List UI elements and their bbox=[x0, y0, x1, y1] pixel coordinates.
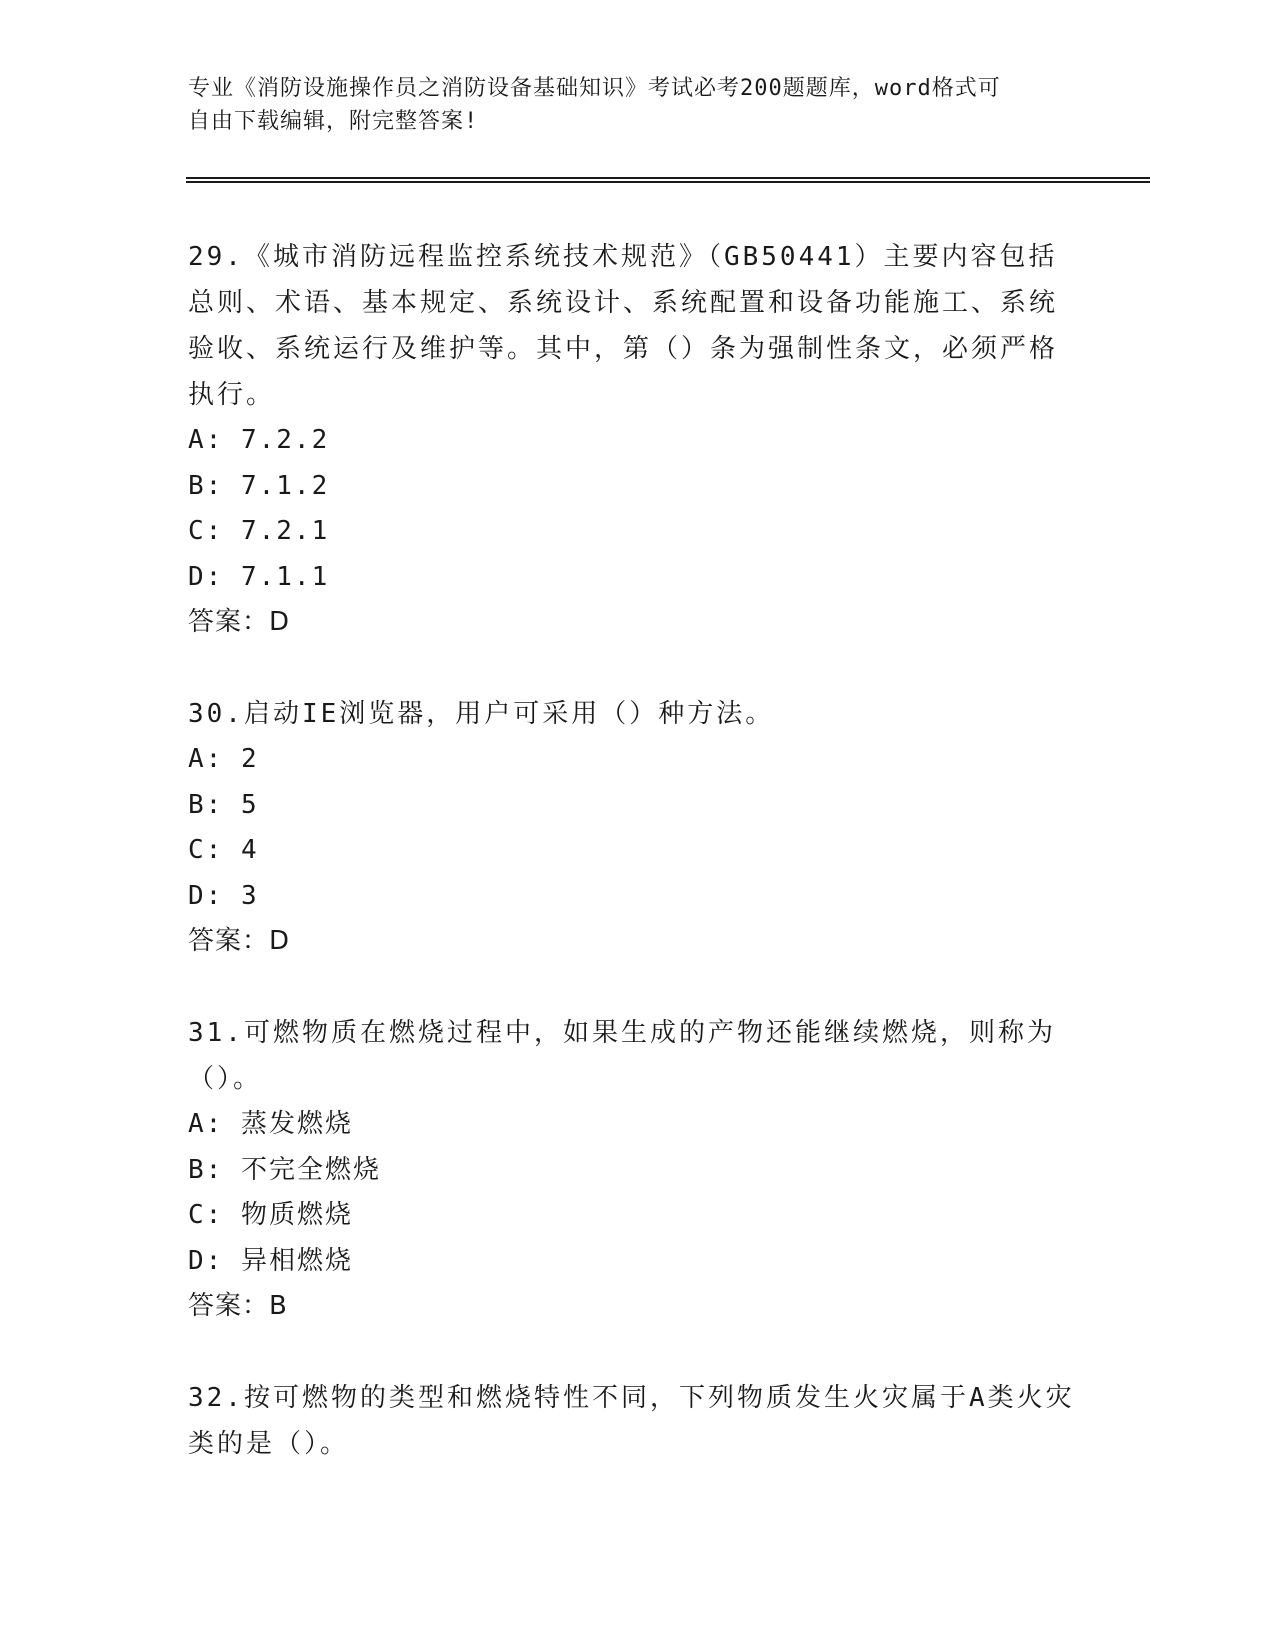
question-list bbox=[188, 234, 1078, 1513]
option-a: A: 蒸发燃烧 bbox=[188, 1109, 353, 1139]
option-b: B: 不完全燃烧 bbox=[188, 1154, 381, 1185]
option-c: C: 7.2.1 bbox=[188, 516, 330, 546]
option-b: B: 5 bbox=[188, 789, 259, 820]
header-title-line-2: 自由下载编辑，附完整答案! bbox=[188, 109, 479, 134]
option-c: C: 物质燃烧 bbox=[188, 1200, 353, 1230]
question-stem: 29.《城市消防远程监控系统技术规范》（GB50441）主要内容包括总则、术语、基本规定、系统设计、系统配置和设备功能施工、系统验收、系统运行及维护等。其中，第（）条为强制性条文，必须严格执行。 bbox=[188, 242, 1059, 410]
question-stem: 31.可燃物质在燃烧过程中，如果生成的产物还能继续燃烧，则称为（）。 bbox=[188, 1018, 1056, 1094]
header-title-line-1: 专业《消防设施操作员之消防设备基础知识》考试必考200题题库，word格式可 bbox=[188, 76, 1001, 101]
option-b: B: 7.1.2 bbox=[188, 470, 330, 501]
option-a: A: 2 bbox=[188, 744, 259, 774]
answer-line: 答案：D bbox=[188, 926, 291, 956]
document-header bbox=[188, 72, 1068, 138]
answer-line: 答案：B bbox=[188, 1291, 288, 1321]
option-d: D: 3 bbox=[188, 880, 259, 911]
answer-line: 答案：D bbox=[188, 607, 291, 637]
question-30 bbox=[188, 691, 1078, 964]
option-a: A: 7.2.2 bbox=[188, 425, 330, 455]
option-d: D: 7.1.1 bbox=[188, 561, 330, 592]
question-stem: 32.按可燃物的类型和燃烧特性不同，下列物质发生火灾属于A类火灾类的是（）。 bbox=[188, 1383, 1075, 1459]
header-double-rule bbox=[186, 177, 1150, 183]
question-31 bbox=[188, 1010, 1078, 1329]
question-stem: 30.启动IE浏览器，用户可采用（）种方法。 bbox=[188, 699, 775, 729]
option-c: C: 4 bbox=[188, 835, 259, 865]
option-d: D: 异相燃烧 bbox=[188, 1245, 353, 1276]
question-29 bbox=[188, 234, 1078, 645]
question-32 bbox=[188, 1375, 1078, 1467]
